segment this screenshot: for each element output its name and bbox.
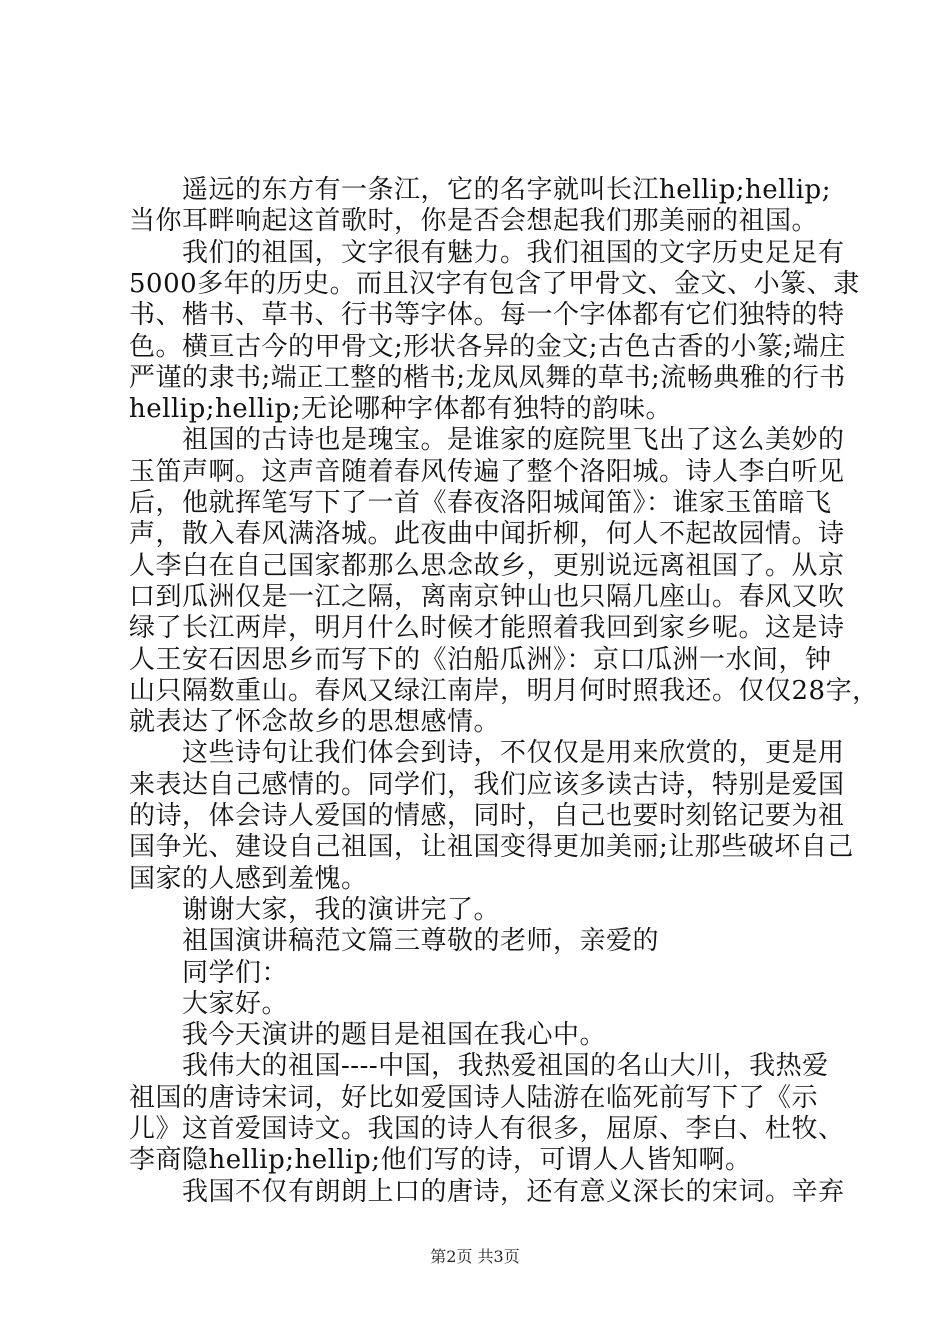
text-line: 国家的人感到羞愧。 <box>129 864 368 894</box>
text-line: 山只隔数重山。春风又绿江南岸，明月何时照我还。仅仅28字， <box>129 676 879 706</box>
text-line: 祖国的唐诗宋词，好比如爱国诗人陆游在临死前写下了《示 <box>129 1083 819 1113</box>
text-line: 这些诗句让我们体会到诗，不仅仅是用来欣赏的，更是用 <box>182 738 845 768</box>
text-line: 祖国的古诗也是瑰宝。是谁家的庭院里飞出了这么美妙的 <box>182 425 845 455</box>
text-line: 严谨的隶书;端正工整的楷书;龙凤凤舞的草书;流畅典雅的行书 <box>129 363 846 393</box>
text-line: 玉笛声啊。这声音随着春风传遍了整个洛阳城。诗人李白听见 <box>129 457 845 487</box>
text-line: 李商隐hellip;hellip;他们写的诗，可谓人人皆知啊。 <box>129 1145 752 1175</box>
text-line: 来表达自己感情的。同学们，我们应该多读古诗，特别是爱国 <box>129 770 845 800</box>
text-line: 的诗，体会诗人爱国的情感，同时，自己也要时刻铭记要为祖 <box>129 801 845 831</box>
text-line: 口到瓜洲仅是一江之隔，离南京钟山也只隔几座山。春风又吹 <box>129 582 845 612</box>
text-line: 我伟大的祖国----中国，我热爱祖国的名山大川，我热爱 <box>182 1051 829 1081</box>
text-line: 祖国演讲稿范文篇三尊敬的老师，亲爱的 <box>182 926 660 956</box>
text-line: 声，散入春风满洛城。此夜曲中闻折柳，何人不起故园情。诗 <box>129 519 845 549</box>
page-number: 第2页 共3页 <box>430 1247 520 1266</box>
text-line: 我今天演讲的题目是祖国在我心中。 <box>182 1020 607 1050</box>
text-line: 我国不仅有朗朗上口的唐诗，还有意义深长的宋词。辛弃 <box>182 1177 845 1207</box>
text-line: 儿》这首爱国诗文。我国的诗人有很多，屈原、李白、杜牧、 <box>129 1114 845 1144</box>
text-line: 后，他就挥笔写下了一首《春夜洛阳城闻笛》：谁家玉笛暗飞 <box>129 488 832 518</box>
text-line: 同学们： <box>182 958 289 988</box>
text-line: 绿了长江两岸，明月什么时候才能照着我回到家乡呢。这是诗 <box>129 613 845 643</box>
text-line: 谢谢大家，我的演讲完了。 <box>182 895 501 925</box>
text-line: 我们的祖国，文字很有魅力。我们祖国的文字历史足足有 <box>182 238 845 268</box>
text-line: 人王安石因思乡而写下的《泊船瓜洲》：京口瓜洲一水间，钟 <box>129 645 832 675</box>
text-line: 人李白在自己国家都那么思念故乡，更别说远离祖国了。从京 <box>129 551 845 581</box>
text-line: 5000多年的历史。而且汉字有包含了甲骨文、金文、小篆、隶 <box>129 269 860 299</box>
text-line: hellip;hellip;无论哪种字体都有独特的韵味。 <box>129 394 672 424</box>
text-line: 色。横亘古今的甲骨文;形状各异的金文;古色古香的小篆;端庄 <box>129 332 846 362</box>
text-line: 国争光、建设自己祖国，让祖国变得更加美丽;让那些破坏自己 <box>129 832 854 862</box>
text-line: 当你耳畔响起这首歌时，你是否会想起我们那美丽的祖国。 <box>129 206 819 236</box>
text-line: 书、楷书、草书、行书等字体。每一个字体都有它们独特的特 <box>129 300 845 330</box>
text-line: 大家好。 <box>182 989 289 1019</box>
text-line: 遥远的东方有一条江，它的名字就叫长江hellip;hellip; <box>182 175 831 205</box>
text-line: 就表达了怀念故乡的思想感情。 <box>129 707 501 737</box>
